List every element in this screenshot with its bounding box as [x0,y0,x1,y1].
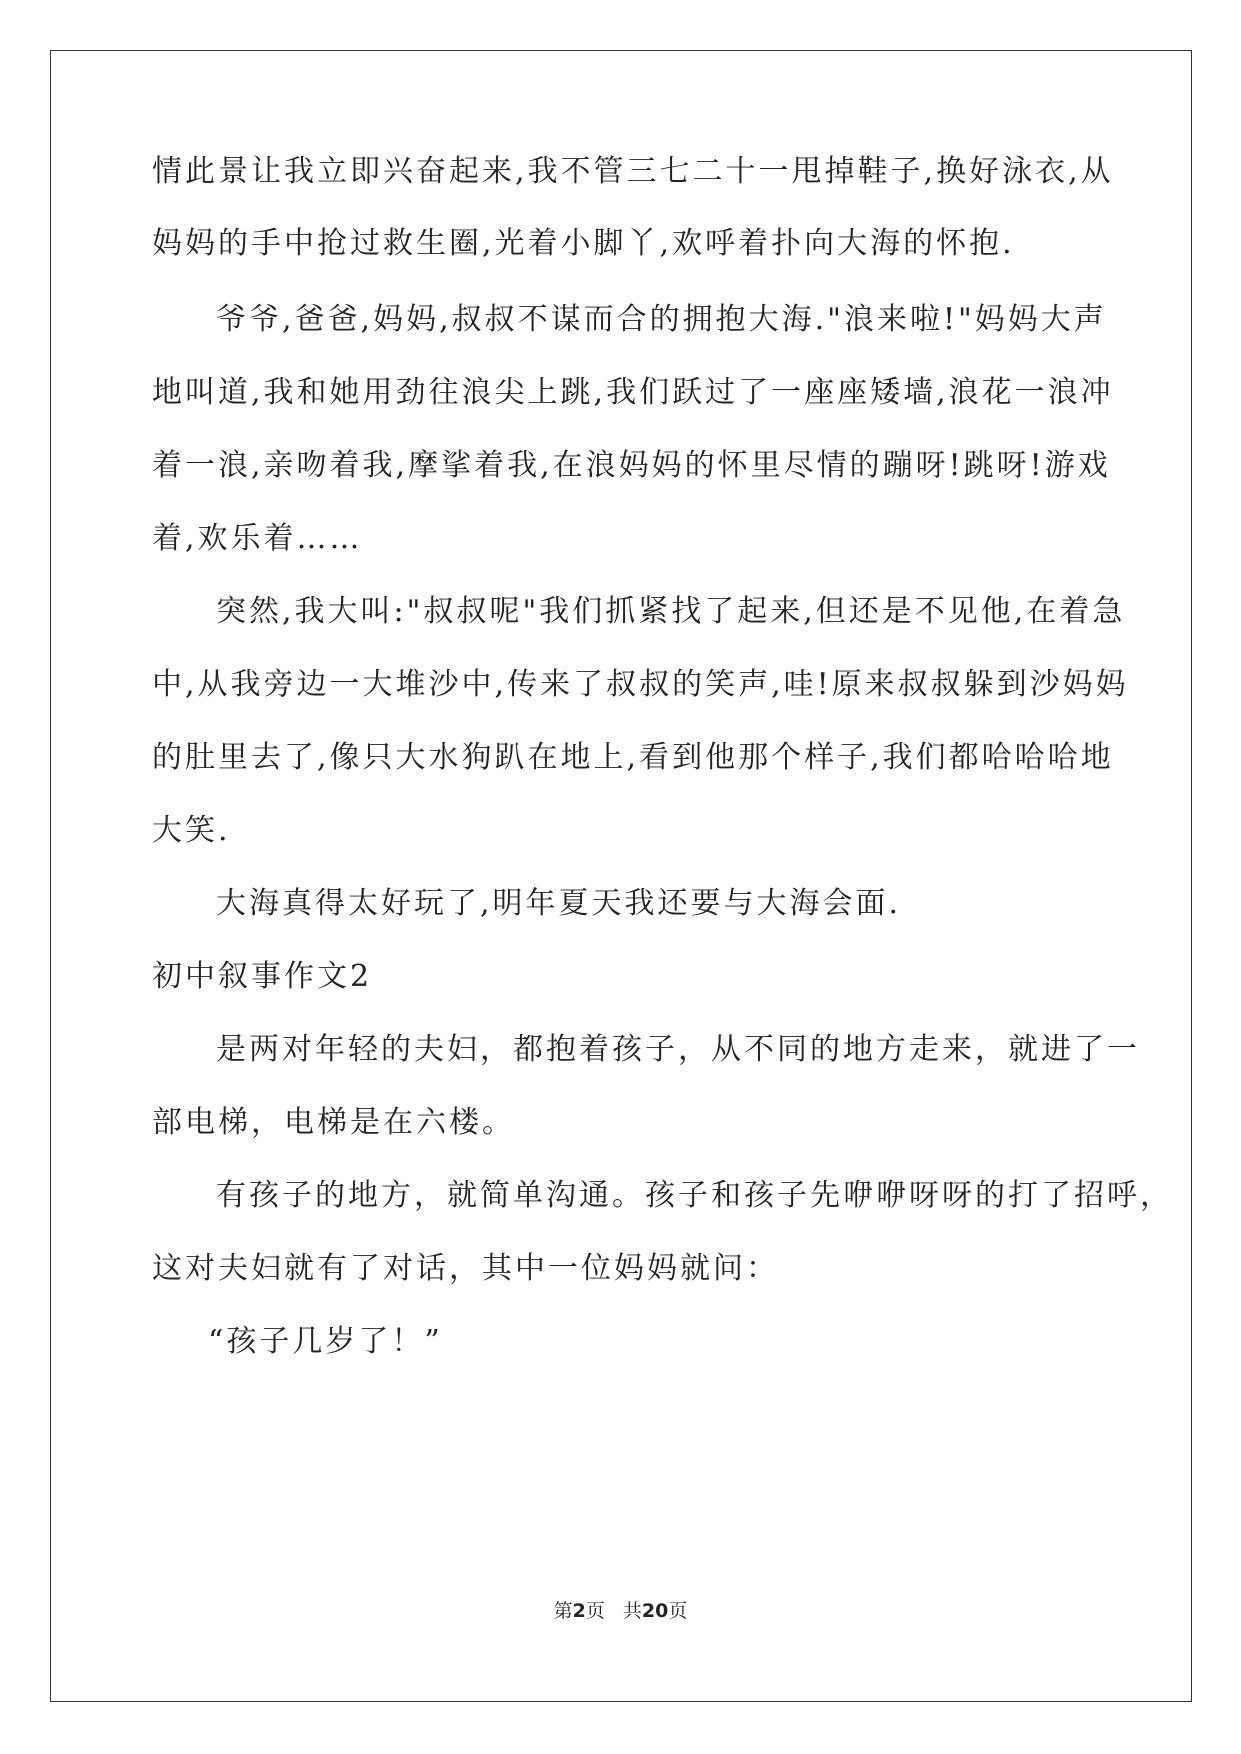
footer-prefix: 第 [553,1600,573,1622]
page-footer [0,1599,1241,1623]
paragraph-start-line: 爷爷,爸爸,妈妈,叔叔不谋而合的拥抱大海."浪来啦!"妈妈大声 [216,302,1107,337]
body-line-5: 着一浪,亲吻着我,摩挲着我,在浪妈妈的怀里尽情的蹦呀!跳呀!游戏 [152,448,1111,483]
paragraph-start-line: 有孩子的地方，就简单沟通。孩子和孩子先咿咿呀呀的打了招呼， [216,1178,1173,1213]
paragraph-start-line: 大海真得太好玩了,明年夏天我还要与大海会面. [216,886,902,921]
paragraph-start-line: 是两对年轻的夫妇，都抱着孩子，从不同的地方走来，就进了一 [216,1032,1140,1067]
body-line-8: 中,从我旁边一大堆沙中,传来了叔叔的笑声,哇!原来叔叔躲到沙妈妈 [152,667,1129,702]
body-line-9: 的肚里去了,像只大水狗趴在地上,看到他那个样子,我们都哈哈哈地 [152,740,1114,775]
footer-total-suffix: 页 [668,1600,688,1622]
body-line-6: 着,欢乐着…… [152,521,363,556]
footer-page-word: 页 [585,1600,605,1622]
page-border [50,50,1192,1702]
paragraph-start-line: 突然,我大叫:"叔叔呢"我们抓紧找了起来,但还是不见他,在着急 [216,594,1126,629]
body-line-14: 部电梯，电梯是在六楼。 [152,1105,515,1140]
body-line-16: 这对夫妇就有了对话，其中一位妈妈就问： [152,1251,779,1286]
current-page-number: 2 [572,1600,586,1622]
body-line-2: 妈妈的手中抢过救生圈,光着小脚丫,欢呼着扑向大海的怀抱. [152,226,1015,261]
body-line-1: 情此景让我立即兴奋起来,我不管三七二十一甩掉鞋子,换好泳衣,从 [152,154,1114,189]
total-pages-number: 20 [641,1600,669,1622]
section-heading: 初中叙事作文2 [152,959,373,994]
body-line-10: 大笑. [152,813,231,848]
body-line-4: 地叫道,我和她用劲往浪尖上跳,我们跃过了一座座矮墙,浪花一浪冲 [152,375,1114,410]
dialogue-line: “孩子几岁了！” [208,1324,443,1359]
footer-total-prefix: 共 [622,1600,642,1622]
